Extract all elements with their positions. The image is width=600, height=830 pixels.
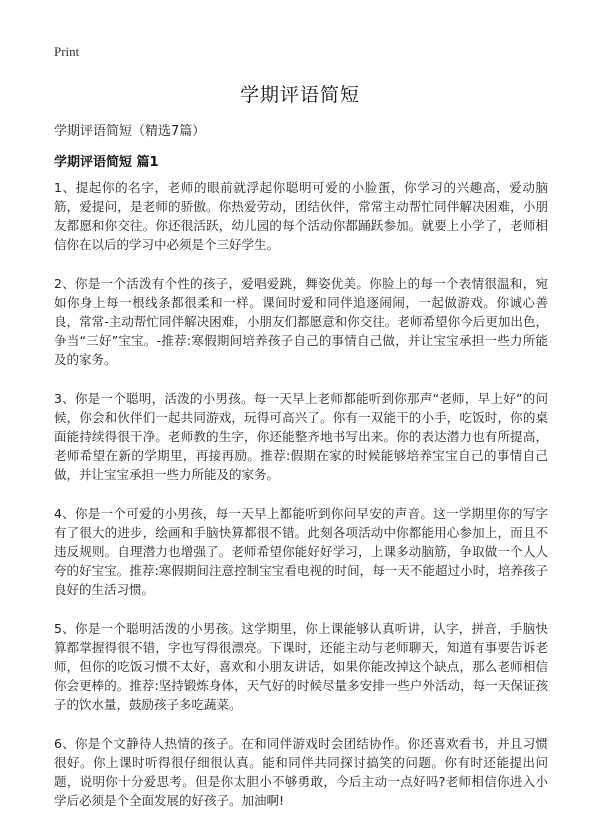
paragraph-2: 2、你是一个活泼有个性的孩子，爱唱爱跳，舞姿优美。你脸上的每一个表情很温和，宛如你身上每一根线条都很柔和一样。课间时爱和同伴追逐闹闹，一起做游戏。你诚心善良，常常-主动帮忙同伴解决困难，小朋友们都愿意和你交往。老师希望你今后更加出色，争当“三好”宝宝。-推荐:寒假期间培养孩子自己的事情自己做，并让宝宝承担一些力所能及的家务。 xyxy=(54,276,548,367)
page-title: 学期评语简短 xyxy=(239,84,360,106)
paragraph-6: 6、你是个文静待人热情的孩子。在和同伴游戏时会团结协作。你还喜欢看书，并且习惯很好。你上课时听得很仔细很认真。能和同伴共同探讨搞笑的问题。你有时还能提出问题，说明你十分爱思考。但是你太胆小不够勇敢，今后主动一点好吗?老师相信你进入小学后必须是个全面发展的好孩子。加油啊! xyxy=(54,736,548,808)
document-body xyxy=(54,178,548,830)
print-label: Print xyxy=(54,44,80,59)
paragraph-3: 3、你是一个聪明，活泼的小男孩。每一天早上老师都能听到你那声“老师，早上好”的问候，你会和伙伴们一起共同游戏，玩得可高兴了。你有一双能干的小手，吃饭时，你的桌面能持续得很干净。老师教的生字，你还能整齐地书写出来。你的表达潜力也有所提高，老师希望在新的学期里，再接再励。推荐:假期在家的时候能够培养宝宝自己的事情自己做，并让宝宝承担一些力所能及的家务。 xyxy=(54,391,548,482)
paragraph-1: 1、提起你的名字，老师的眼前就浮起你聪明可爱的小脸蛋，你学习的兴趣高，爱动脑筋，爱提问，是老师的骄傲。你热爱劳动，团结伙伴，常常主动帮忙同伴解决困难，小朋友都愿和你交往。你还很活跃，幼儿园的每个活动你都踊跃参加。就要上小学了，老师相信你在以后的学习中必须是个三好学生。 xyxy=(54,180,548,252)
section-heading: 学期评语简短 篇1 xyxy=(54,155,159,170)
document-subtitle: 学期评语简短（精选7篇） xyxy=(54,124,206,139)
paragraph-5: 5、你是一个聪明活泼的小男孩。这学期里，你上课能够认真听讲，认字，拼音，手脑快算都掌握得很不错，字也写得很漂亮。下课时，还能主动与老师聊天，知道有事要告诉老师，但你的吃饭习惯不太好，喜欢和小朋友讲话，如果你能改掉这个缺点，那么老师相信你会更棒的。推荐:坚持锻炼身体，天气好的时候尽量多安排一些户外活动，每一天保证孩子的饮水量，鼓励孩子多吃蔬菜。 xyxy=(54,621,548,712)
paragraph-4: 4、你是一个可爱的小男孩，每一天早上都能听到你问早安的声音。这一学期里你的写字有了很大的进步，绘画和手脑快算都很不错。此刻各项活动中你都能用心参加上，而且不违反规则。自理潜力也增强了。老师希望你能好好学习，上课多动脑筋，争取做一个人人夸的好宝宝。推荐:寒假期间注意控制宝宝看电视的时间，每一天不能超过小时，培养孩子良好的生活习惯。 xyxy=(54,506,548,597)
